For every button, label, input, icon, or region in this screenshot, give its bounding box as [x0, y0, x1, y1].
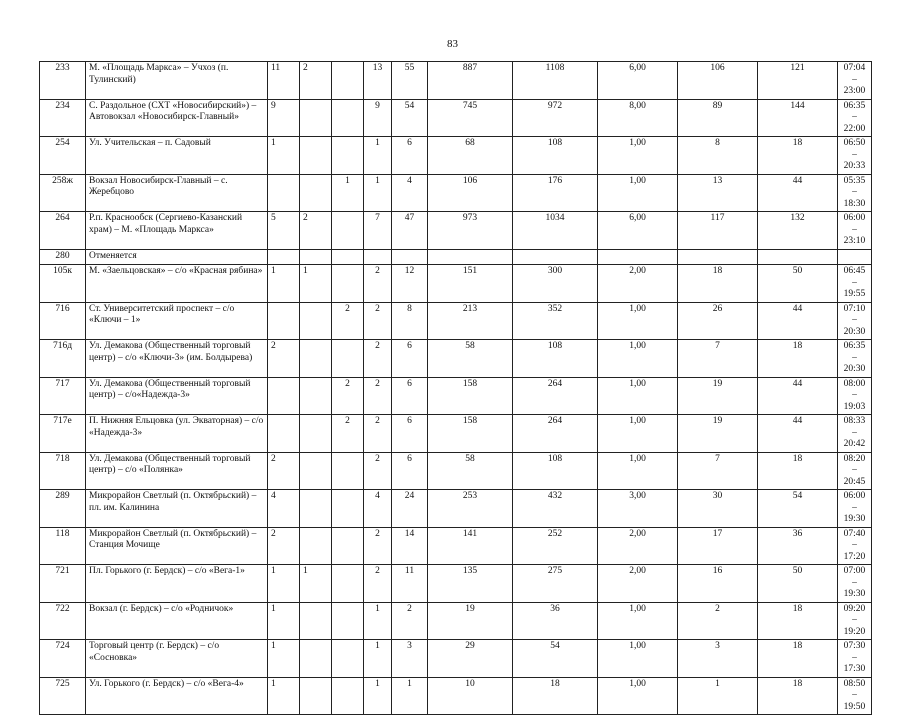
route-number: 280 [40, 250, 86, 265]
route-name: Вокзал (г. Бердск) – с/о «Родничок» [86, 602, 268, 640]
value-a: 54 [392, 99, 428, 137]
operating-hours: 05:35 – 18:30 [838, 174, 872, 212]
route-name: Ул. Демакова (Общественный торговый центр) – с/о «Полянка» [86, 452, 268, 490]
count-class-2: 1 [300, 565, 332, 603]
value-d: 6,00 [598, 212, 678, 250]
count-class-1: 5 [268, 212, 300, 250]
value-e: 89 [678, 99, 758, 137]
operating-hours [838, 250, 872, 265]
value-e: 1 [678, 677, 758, 715]
table-row [40, 415, 872, 453]
table-row [40, 265, 872, 303]
count-class-3 [332, 250, 364, 265]
count-class-3: 2 [332, 377, 364, 415]
count-total: 7 [364, 212, 392, 250]
value-f: 18 [758, 452, 838, 490]
value-e: 17 [678, 527, 758, 565]
count-class-3 [332, 677, 364, 715]
value-a: 55 [392, 62, 428, 100]
route-name: М. «Площадь Маркса» – Учхоз (п. Тулинский) [86, 62, 268, 100]
value-d: 3,00 [598, 490, 678, 528]
value-e: 13 [678, 174, 758, 212]
route-number: 721 [40, 565, 86, 603]
value-f: 144 [758, 99, 838, 137]
routes-table-body [40, 62, 872, 715]
table-row [40, 640, 872, 678]
value-f [758, 250, 838, 265]
route-number: 717е [40, 415, 86, 453]
count-class-2 [300, 174, 332, 212]
operating-hours: 07:04 – 23:00 [838, 62, 872, 100]
route-name: Отменяется [86, 250, 268, 265]
value-d: 2,00 [598, 527, 678, 565]
count-class-2 [300, 340, 332, 378]
value-a: 6 [392, 340, 428, 378]
count-class-2: 2 [300, 212, 332, 250]
count-class-1: 1 [268, 137, 300, 175]
value-f: 132 [758, 212, 838, 250]
count-class-2 [300, 527, 332, 565]
operating-hours: 06:00 – 19:30 [838, 490, 872, 528]
value-b: 141 [428, 527, 513, 565]
value-c: 1034 [513, 212, 598, 250]
route-name: С. Раздольное (СХТ «Новосибирский») – Автовокзал «Новосибирск-Главный» [86, 99, 268, 137]
value-e: 8 [678, 137, 758, 175]
operating-hours: 06:35 – 22:00 [838, 99, 872, 137]
value-e: 7 [678, 340, 758, 378]
value-a: 2 [392, 602, 428, 640]
count-class-3 [332, 490, 364, 528]
route-number: 725 [40, 677, 86, 715]
count-class-2 [300, 250, 332, 265]
value-d: 2,00 [598, 265, 678, 303]
value-f: 44 [758, 377, 838, 415]
count-class-3 [332, 640, 364, 678]
route-name: Ул. Учительская – п. Садовый [86, 137, 268, 175]
value-c: 176 [513, 174, 598, 212]
value-a: 3 [392, 640, 428, 678]
route-name: Микрорайон Светлый (п. Октябрьский) – Станция Мочище [86, 527, 268, 565]
count-class-2: 1 [300, 265, 332, 303]
value-c: 18 [513, 677, 598, 715]
value-f: 36 [758, 527, 838, 565]
count-class-2 [300, 490, 332, 528]
value-f: 18 [758, 340, 838, 378]
value-b: 29 [428, 640, 513, 678]
value-b: 106 [428, 174, 513, 212]
page-number: 83 [447, 38, 458, 50]
value-f: 44 [758, 415, 838, 453]
value-b: 151 [428, 265, 513, 303]
count-class-1 [268, 250, 300, 265]
count-class-2 [300, 452, 332, 490]
count-class-2 [300, 415, 332, 453]
operating-hours: 06:50 – 20:33 [838, 137, 872, 175]
route-name: Ст. Университетский проспект – с/о «Ключи – 1» [86, 302, 268, 340]
value-c: 108 [513, 137, 598, 175]
value-c: 352 [513, 302, 598, 340]
value-f: 44 [758, 174, 838, 212]
operating-hours: 08:20 – 20:45 [838, 452, 872, 490]
routes-table [39, 61, 872, 715]
table-row [40, 99, 872, 137]
value-b: 158 [428, 415, 513, 453]
count-total: 1 [364, 174, 392, 212]
value-b: 745 [428, 99, 513, 137]
operating-hours: 09:20 – 19:20 [838, 602, 872, 640]
value-f: 18 [758, 640, 838, 678]
value-d: 1,00 [598, 377, 678, 415]
value-d: 1,00 [598, 602, 678, 640]
value-a: 24 [392, 490, 428, 528]
table-row [40, 174, 872, 212]
route-number: 234 [40, 99, 86, 137]
value-c [513, 250, 598, 265]
operating-hours: 06:35 – 20:30 [838, 340, 872, 378]
route-number: 258ж [40, 174, 86, 212]
value-d: 1,00 [598, 137, 678, 175]
value-e: 3 [678, 640, 758, 678]
route-number: 718 [40, 452, 86, 490]
value-c: 264 [513, 377, 598, 415]
value-e: 26 [678, 302, 758, 340]
count-class-1: 1 [268, 565, 300, 603]
value-d: 1,00 [598, 640, 678, 678]
value-a: 6 [392, 137, 428, 175]
value-c: 432 [513, 490, 598, 528]
value-b: 887 [428, 62, 513, 100]
value-b: 58 [428, 452, 513, 490]
value-e: 117 [678, 212, 758, 250]
value-c: 36 [513, 602, 598, 640]
operating-hours: 08:33 – 20:42 [838, 415, 872, 453]
count-class-3: 1 [332, 174, 364, 212]
count-class-1: 2 [268, 452, 300, 490]
value-f: 54 [758, 490, 838, 528]
count-class-1: 1 [268, 602, 300, 640]
value-d: 2,00 [598, 565, 678, 603]
value-f: 121 [758, 62, 838, 100]
value-a: 8 [392, 302, 428, 340]
count-class-1 [268, 415, 300, 453]
table-row [40, 377, 872, 415]
table-row [40, 302, 872, 340]
count-class-1: 1 [268, 677, 300, 715]
count-total: 2 [364, 340, 392, 378]
value-b: 58 [428, 340, 513, 378]
value-a: 14 [392, 527, 428, 565]
operating-hours: 06:00 – 23:10 [838, 212, 872, 250]
count-total: 2 [364, 302, 392, 340]
route-name: Р.п. Краснообск (Сергиево-Казанский храм) – М. «Площадь Маркса» [86, 212, 268, 250]
count-class-3 [332, 602, 364, 640]
count-total: 1 [364, 137, 392, 175]
value-e: 2 [678, 602, 758, 640]
value-d: 1,00 [598, 302, 678, 340]
route-name: Ул. Горького (г. Бердск) – с/о «Вега-4» [86, 677, 268, 715]
count-class-3: 2 [332, 302, 364, 340]
value-d [598, 250, 678, 265]
count-class-1: 11 [268, 62, 300, 100]
count-class-1: 2 [268, 340, 300, 378]
value-c: 54 [513, 640, 598, 678]
value-c: 275 [513, 565, 598, 603]
value-f: 18 [758, 677, 838, 715]
count-total: 1 [364, 602, 392, 640]
count-total: 1 [364, 640, 392, 678]
count-total: 13 [364, 62, 392, 100]
route-number: 118 [40, 527, 86, 565]
value-e: 18 [678, 265, 758, 303]
count-class-2 [300, 602, 332, 640]
value-a: 6 [392, 377, 428, 415]
table-row [40, 565, 872, 603]
count-class-1: 1 [268, 265, 300, 303]
value-e [678, 250, 758, 265]
route-name: Торговый центр (г. Бердск) – с/о «Сосновка» [86, 640, 268, 678]
value-d: 6,00 [598, 62, 678, 100]
route-name: Ул. Демакова (Общественный торговый центр) – с/о«Надежда-3» [86, 377, 268, 415]
count-class-1 [268, 377, 300, 415]
route-number: 289 [40, 490, 86, 528]
table-row [40, 490, 872, 528]
route-name: П. Нижняя Ельцовка (ул. Экваторная) – с/о «Надежда-3» [86, 415, 268, 453]
count-class-1: 9 [268, 99, 300, 137]
count-total: 9 [364, 99, 392, 137]
count-class-3 [332, 99, 364, 137]
count-class-1 [268, 302, 300, 340]
count-class-3 [332, 265, 364, 303]
count-class-1: 1 [268, 640, 300, 678]
count-class-3 [332, 565, 364, 603]
route-number: 233 [40, 62, 86, 100]
value-c: 1108 [513, 62, 598, 100]
table-row [40, 340, 872, 378]
operating-hours: 08:00 – 19:03 [838, 377, 872, 415]
value-f: 50 [758, 565, 838, 603]
value-f: 18 [758, 137, 838, 175]
count-class-3 [332, 212, 364, 250]
count-class-3 [332, 137, 364, 175]
value-c: 108 [513, 452, 598, 490]
value-a: 4 [392, 174, 428, 212]
table-row [40, 677, 872, 715]
count-class-3: 2 [332, 415, 364, 453]
value-e: 19 [678, 415, 758, 453]
table-row [40, 137, 872, 175]
value-b: 973 [428, 212, 513, 250]
value-b: 253 [428, 490, 513, 528]
count-class-2 [300, 99, 332, 137]
count-class-2 [300, 640, 332, 678]
value-b: 158 [428, 377, 513, 415]
value-d: 1,00 [598, 174, 678, 212]
route-name: М. «Заельцовская» – с/о «Красная рябина» [86, 265, 268, 303]
table-row [40, 602, 872, 640]
count-total: 2 [364, 527, 392, 565]
value-c: 972 [513, 99, 598, 137]
value-e: 30 [678, 490, 758, 528]
value-e: 106 [678, 62, 758, 100]
route-number: 724 [40, 640, 86, 678]
operating-hours: 07:00 – 19:30 [838, 565, 872, 603]
table-row [40, 212, 872, 250]
route-number: 105к [40, 265, 86, 303]
count-total: 2 [364, 565, 392, 603]
count-class-2 [300, 677, 332, 715]
operating-hours: 07:10 – 20:30 [838, 302, 872, 340]
route-number: 722 [40, 602, 86, 640]
value-a: 12 [392, 265, 428, 303]
route-number: 254 [40, 137, 86, 175]
count-total: 2 [364, 415, 392, 453]
count-total: 2 [364, 377, 392, 415]
value-b: 135 [428, 565, 513, 603]
value-c: 108 [513, 340, 598, 378]
operating-hours: 06:45 – 19:55 [838, 265, 872, 303]
route-name: Пл. Горького (г. Бердск) – с/о «Вега-1» [86, 565, 268, 603]
operating-hours: 07:40 – 17:20 [838, 527, 872, 565]
value-a: 1 [392, 677, 428, 715]
count-class-2 [300, 377, 332, 415]
table-row [40, 452, 872, 490]
count-class-2: 2 [300, 62, 332, 100]
route-number: 716д [40, 340, 86, 378]
value-d: 1,00 [598, 415, 678, 453]
operating-hours: 07:30 – 17:30 [838, 640, 872, 678]
count-class-3 [332, 452, 364, 490]
count-class-3 [332, 527, 364, 565]
value-f: 44 [758, 302, 838, 340]
value-c: 300 [513, 265, 598, 303]
value-d: 1,00 [598, 452, 678, 490]
table-row [40, 62, 872, 100]
value-e: 19 [678, 377, 758, 415]
table-row [40, 250, 872, 265]
value-f: 18 [758, 602, 838, 640]
value-c: 252 [513, 527, 598, 565]
count-total: 2 [364, 265, 392, 303]
value-e: 16 [678, 565, 758, 603]
count-class-1: 4 [268, 490, 300, 528]
value-b [428, 250, 513, 265]
route-number: 716 [40, 302, 86, 340]
route-name: Ул. Демакова (Общественный торговый центр) – с/о «Ключи-3» (им. Болдырева) [86, 340, 268, 378]
route-number: 717 [40, 377, 86, 415]
value-b: 19 [428, 602, 513, 640]
value-a: 6 [392, 452, 428, 490]
count-class-3 [332, 340, 364, 378]
value-a [392, 250, 428, 265]
route-name: Вокзал Новосибирск-Главный – с. Жеребцово [86, 174, 268, 212]
table-row [40, 527, 872, 565]
value-a: 11 [392, 565, 428, 603]
route-name: Микрорайон Светлый (п. Октябрьский) – пл. им. Калинина [86, 490, 268, 528]
value-b: 68 [428, 137, 513, 175]
value-d: 8,00 [598, 99, 678, 137]
count-class-3 [332, 62, 364, 100]
value-a: 47 [392, 212, 428, 250]
value-f: 50 [758, 265, 838, 303]
count-class-1: 2 [268, 527, 300, 565]
route-number: 264 [40, 212, 86, 250]
operating-hours: 08:50 – 19:50 [838, 677, 872, 715]
count-total: 2 [364, 452, 392, 490]
value-d: 1,00 [598, 340, 678, 378]
value-a: 6 [392, 415, 428, 453]
count-total: 4 [364, 490, 392, 528]
value-c: 264 [513, 415, 598, 453]
value-b: 10 [428, 677, 513, 715]
count-class-2 [300, 302, 332, 340]
count-class-2 [300, 137, 332, 175]
value-b: 213 [428, 302, 513, 340]
value-e: 7 [678, 452, 758, 490]
count-total: 1 [364, 677, 392, 715]
count-class-1 [268, 174, 300, 212]
count-total [364, 250, 392, 265]
value-d: 1,00 [598, 677, 678, 715]
